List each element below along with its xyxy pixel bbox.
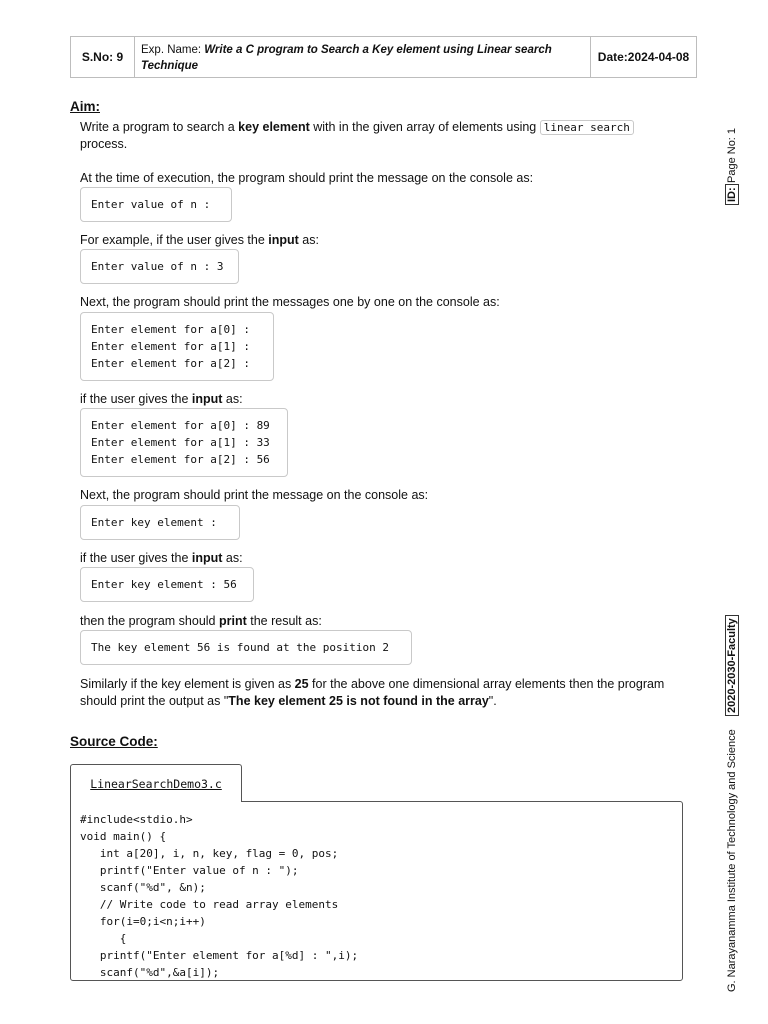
batch-label: 2020-2030-Faculty — [726, 596, 738, 716]
page-number: Page No: 1 — [726, 127, 738, 183]
institute-name: G. Narayanamma Institute of Technology and Science — [726, 729, 738, 992]
aim-heading: Aim: — [70, 99, 100, 114]
aim-intro: Write a program to search a key element with in the given array of elements using linear search process. — [80, 119, 680, 153]
console-box-elements-prompt: Enter element for a[0] : Enter element for a[1] : Enter element for a[2] : — [80, 312, 274, 381]
instruction-elements-prompt: Next, the program should print the messages one by one on the console as: — [80, 295, 500, 309]
source-code-heading: Source Code: — [70, 734, 158, 749]
console-box-prompt-n: Enter value of n : — [80, 187, 232, 222]
id-label: ID: — [726, 175, 738, 205]
experiment-header — [70, 36, 697, 78]
experiment-title: Write a C program to Search a Key element using Linear search Technique — [141, 44, 552, 72]
experiment-date: Date:2024-04-08 — [597, 50, 690, 64]
console-box-key-input: Enter key element : 56 — [80, 567, 254, 602]
instruction-result: then the program should print the result as: — [80, 614, 322, 628]
instruction-key-prompt: Next, the program should print the message on the console as: — [80, 488, 429, 502]
instruction-key-input: if the user gives the input as: — [80, 551, 243, 565]
console-box-input-n: Enter value of n : 3 — [80, 249, 239, 284]
source-code-block: #include<stdio.h> void main() { int a[20], i, n, key, flag = 0, pos; printf("Enter value of n : "); scanf("%d", &n); // Write code to read array elements for(i=0;i<n;i++) { printf("Enter element for a[%d] : ",i); scanf("%d",&a[i]); — [70, 801, 683, 981]
instruction-prompt: At the time of execution, the program should print the message on the console as: — [80, 171, 534, 185]
inline-code-linear-search: linear search — [540, 120, 634, 135]
serial-number: S.No: 9 — [71, 37, 135, 77]
experiment-name — [135, 37, 591, 77]
instruction-not-found: Similarly if the key element is given as 25 for the above one dimensional array elements then the program should print the output as "The key element 25 is not found in the array". — [80, 677, 665, 708]
console-box-key-prompt: Enter key element : — [80, 505, 240, 540]
instruction-elements-input: if the user gives the input as: — [80, 392, 243, 406]
file-tab-linear-search[interactable]: LinearSearchDemo3.c — [70, 764, 242, 802]
experiment-name-prefix: Exp. Name: — [141, 44, 205, 56]
instruction-input-n: For example, if the user gives the input as: — [80, 233, 319, 247]
console-box-elements-input: Enter element for a[0] : 89 Enter element for a[1] : 33 Enter element for a[2] : 56 — [80, 408, 288, 477]
console-box-result: The key element 56 is found at the position 2 — [80, 630, 412, 665]
